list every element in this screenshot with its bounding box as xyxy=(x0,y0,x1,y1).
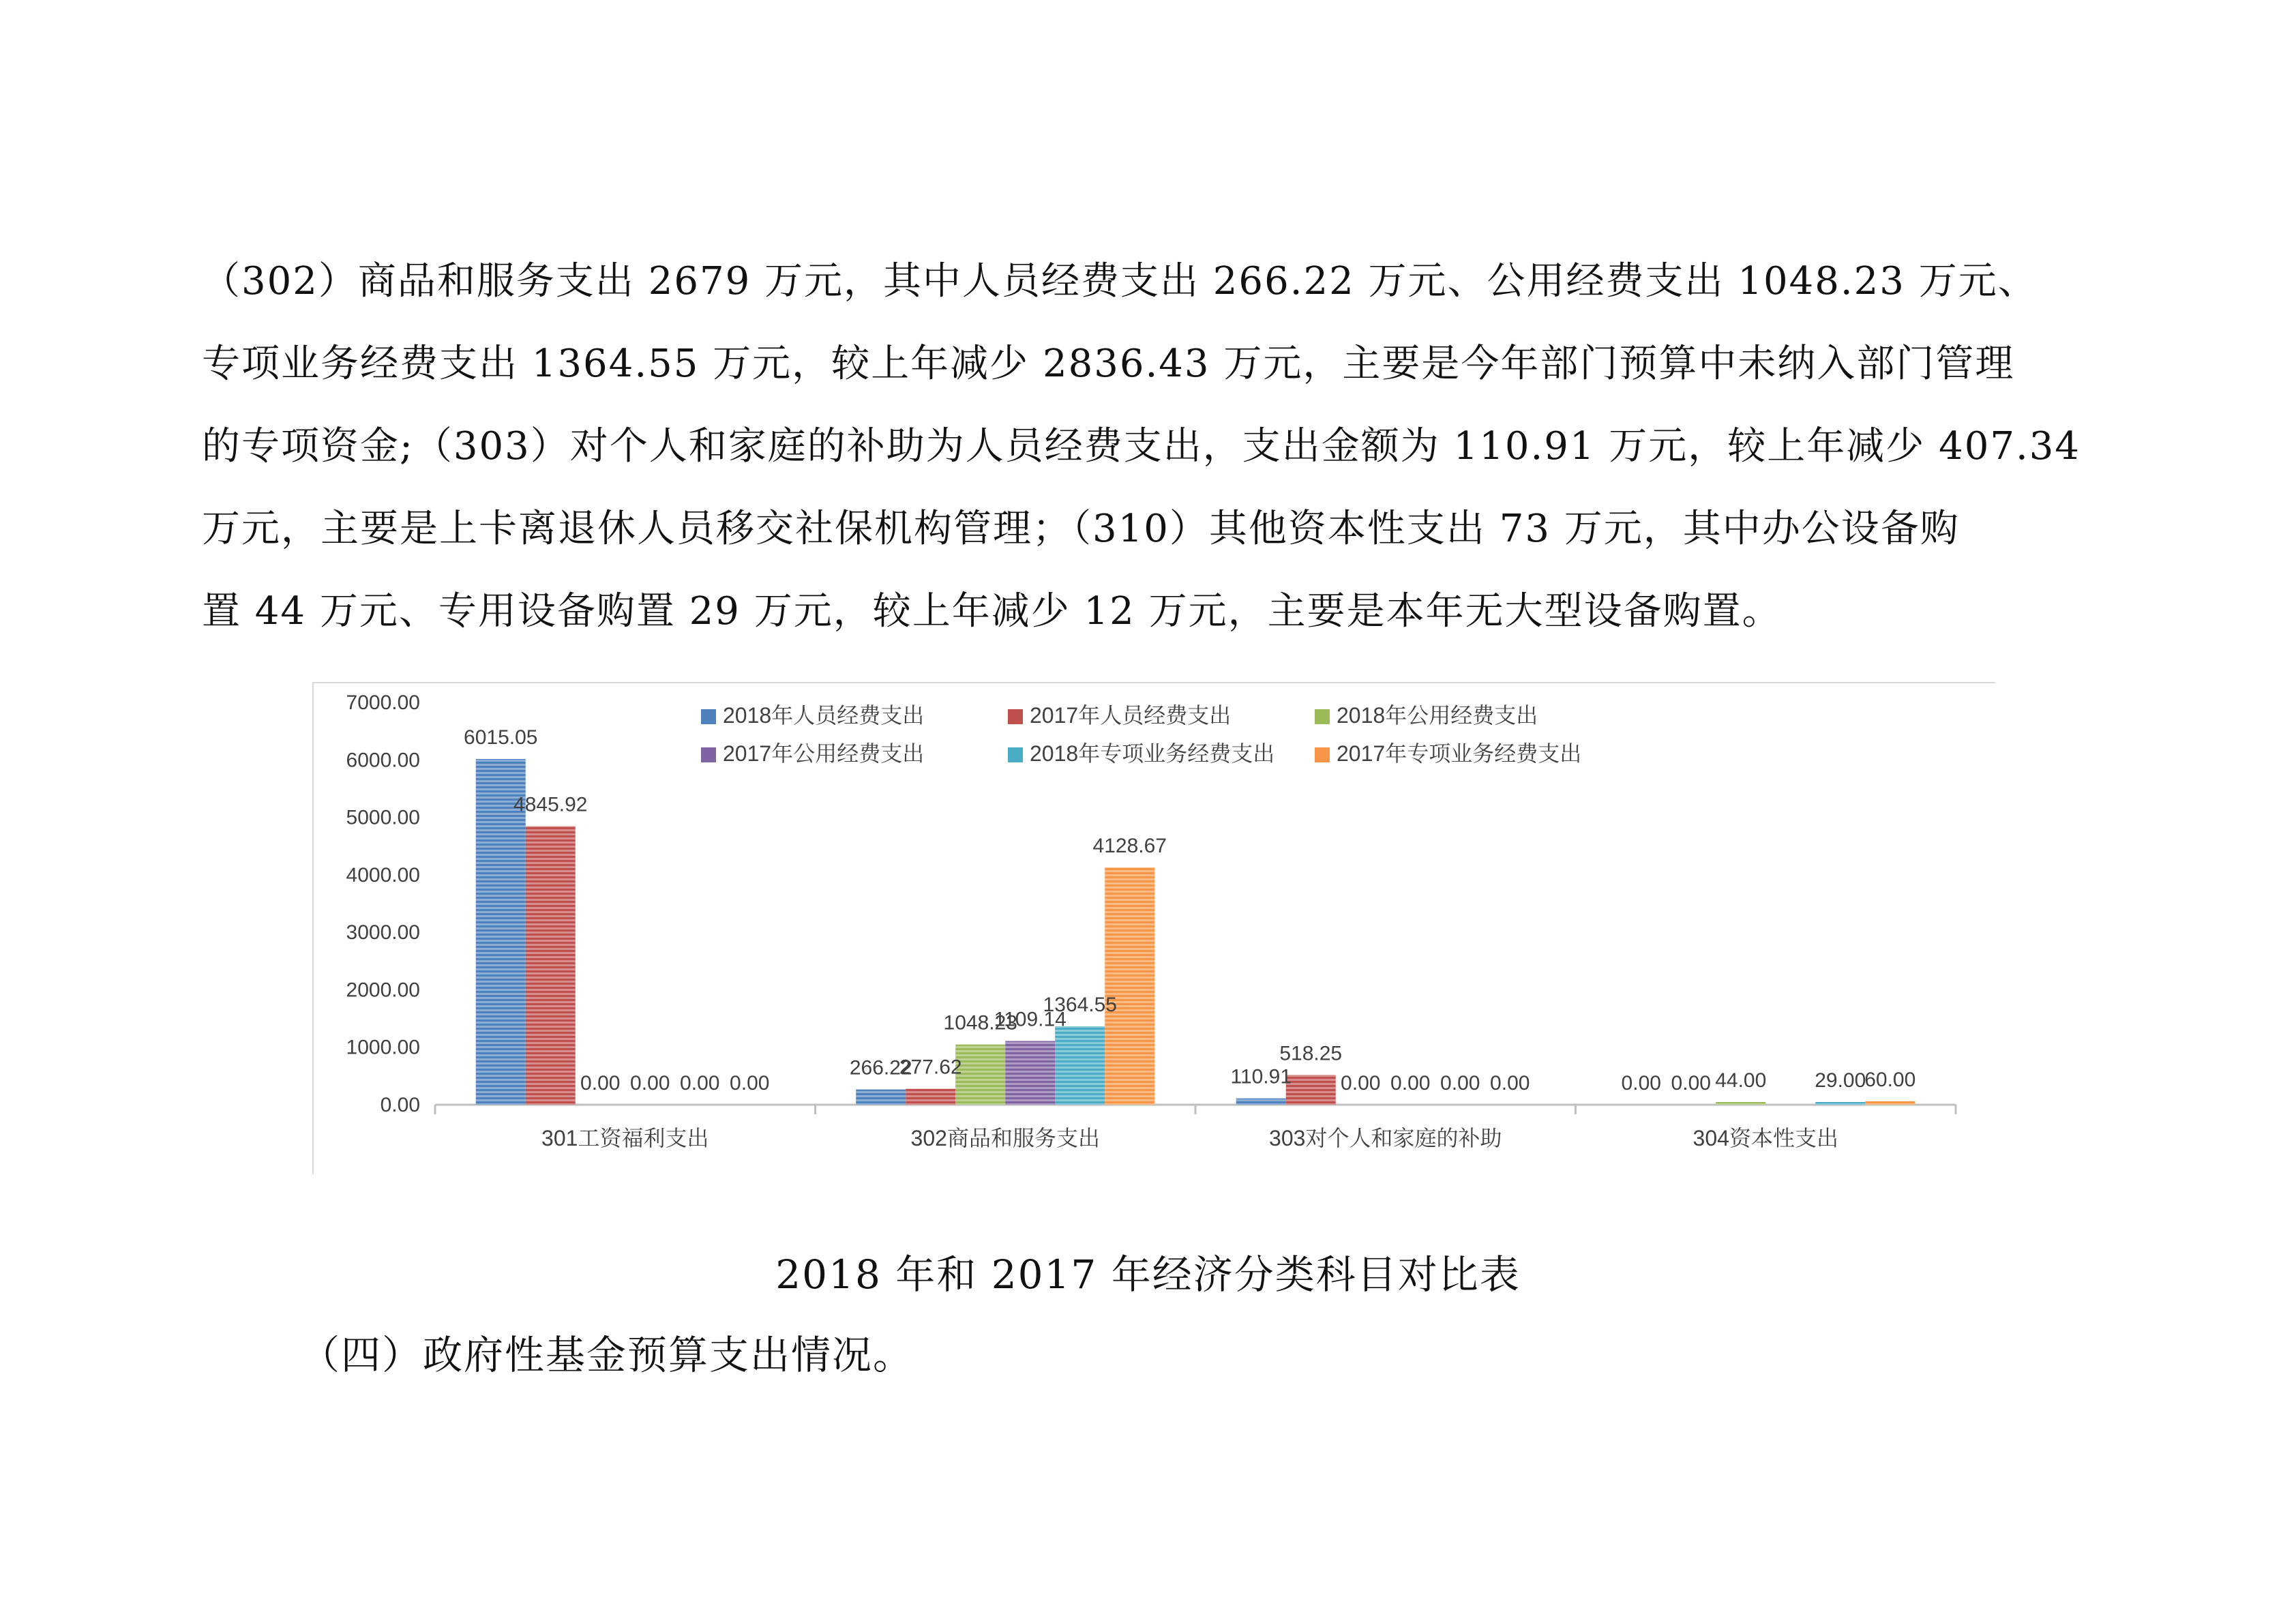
y-tick-label: 4000.00 xyxy=(346,863,420,887)
bar-texture xyxy=(856,1090,906,1105)
data-label: 0.00 xyxy=(1390,1072,1431,1095)
legend-swatch xyxy=(1315,747,1330,762)
legend-label: 2018年专项业务经费支出 xyxy=(1030,741,1275,766)
legend-swatch xyxy=(1008,709,1023,724)
legend-label: 2017年人员经费支出 xyxy=(1030,703,1232,728)
paragraph-line: 专项业务经费支出 1364.55 万元，较上年减少 2836.43 万元，主要是今年部门预算中未纳入部门管理 xyxy=(202,342,2015,386)
data-label: 44.00 xyxy=(1715,1069,1767,1092)
data-label: 266.22 xyxy=(849,1056,912,1079)
data-label: 0.00 xyxy=(580,1072,621,1095)
data-label: 0.00 xyxy=(1621,1072,1661,1095)
chart-caption: 2018 年和 2017 年经济分类科目对比表 xyxy=(775,1251,1521,1298)
paragraph-line: 置 44 万元、专用设备购置 29 万元，较上年减少 12 万元，主要是本年无大型设备购置。 xyxy=(202,589,1782,634)
bar-texture xyxy=(1005,1041,1055,1105)
bar-texture xyxy=(1055,1026,1105,1105)
data-label: 277.62 xyxy=(899,1056,962,1079)
data-label: 0.00 xyxy=(680,1072,720,1095)
data-label: 4128.67 xyxy=(1092,835,1167,858)
data-label: 0.00 xyxy=(1671,1072,1711,1095)
legend-swatch xyxy=(701,747,716,762)
data-label: 6015.05 xyxy=(464,726,538,749)
data-label: 29.00 xyxy=(1815,1069,1866,1092)
y-tick-label: 1000.00 xyxy=(346,1036,420,1059)
legend-swatch xyxy=(701,709,716,724)
bar-chart xyxy=(312,682,1994,1173)
data-label: 0.00 xyxy=(730,1072,770,1095)
y-tick-label: 6000.00 xyxy=(346,749,420,772)
y-tick-label: 5000.00 xyxy=(346,806,420,829)
body-paragraph xyxy=(202,240,2111,653)
section-subheading: （四）政府性基金预算支出情况。 xyxy=(300,1332,914,1378)
legend-swatch xyxy=(1315,709,1330,724)
data-label: 0.00 xyxy=(630,1072,670,1095)
bar-texture xyxy=(906,1089,955,1105)
data-label: 0.00 xyxy=(1440,1072,1480,1095)
data-label: 1048.23 xyxy=(943,1011,1017,1034)
bar-texture xyxy=(1815,1102,1865,1105)
x-tick-label: 302商品和服务支出 xyxy=(910,1126,1100,1150)
paragraph-line: 的专项资金;（303）对个人和家庭的补助为人员经费支出，支出金额为 110.91 万元，较上年减少 407.34 xyxy=(202,424,2081,468)
legend-label: 2017年专项业务经费支出 xyxy=(1337,741,1582,766)
data-label: 518.25 xyxy=(1279,1042,1343,1065)
bar-texture xyxy=(1236,1099,1286,1105)
bar-texture xyxy=(1865,1101,1915,1105)
data-label: 1364.55 xyxy=(1043,993,1117,1016)
x-tick-label: 304资本性支出 xyxy=(1693,1126,1838,1150)
y-tick-label: 7000.00 xyxy=(346,691,420,714)
y-tick-label: 3000.00 xyxy=(346,921,420,944)
y-tick-label: 0.00 xyxy=(380,1094,420,1116)
bar-texture xyxy=(526,827,576,1105)
bar-texture xyxy=(1105,867,1154,1105)
bar-texture xyxy=(955,1045,1005,1105)
legend-label: 2018年人员经费支出 xyxy=(723,703,925,728)
data-label: 0.00 xyxy=(1490,1072,1530,1095)
bar-texture xyxy=(1716,1102,1765,1105)
data-label: 0.00 xyxy=(1341,1072,1381,1095)
bar-texture xyxy=(1286,1075,1336,1105)
y-tick-label: 2000.00 xyxy=(346,979,420,1002)
data-label: 1109.14 xyxy=(994,1008,1067,1031)
paragraph-line: （302）商品和服务支出 2679 万元，其中人员经费支出 266.22 万元、公用经费支出 1048.23 万元、 xyxy=(202,259,2038,303)
x-tick-label: 301工资福利支出 xyxy=(541,1126,709,1150)
paragraph-line: 万元，主要是上卡离退休人员移交社保机构管理；（310）其他资本性支出 73 万元，其中办公设备购 xyxy=(202,507,1960,551)
data-label: 4845.92 xyxy=(513,793,588,816)
x-tick-label: 303对个人和家庭的补助 xyxy=(1269,1126,1502,1150)
legend-label: 2017年公用经费支出 xyxy=(723,741,925,766)
legend-swatch xyxy=(1008,747,1023,762)
data-label: 110.91 xyxy=(1230,1065,1292,1088)
legend-label: 2018年公用经费支出 xyxy=(1337,703,1538,728)
data-label: 60.00 xyxy=(1864,1068,1916,1091)
